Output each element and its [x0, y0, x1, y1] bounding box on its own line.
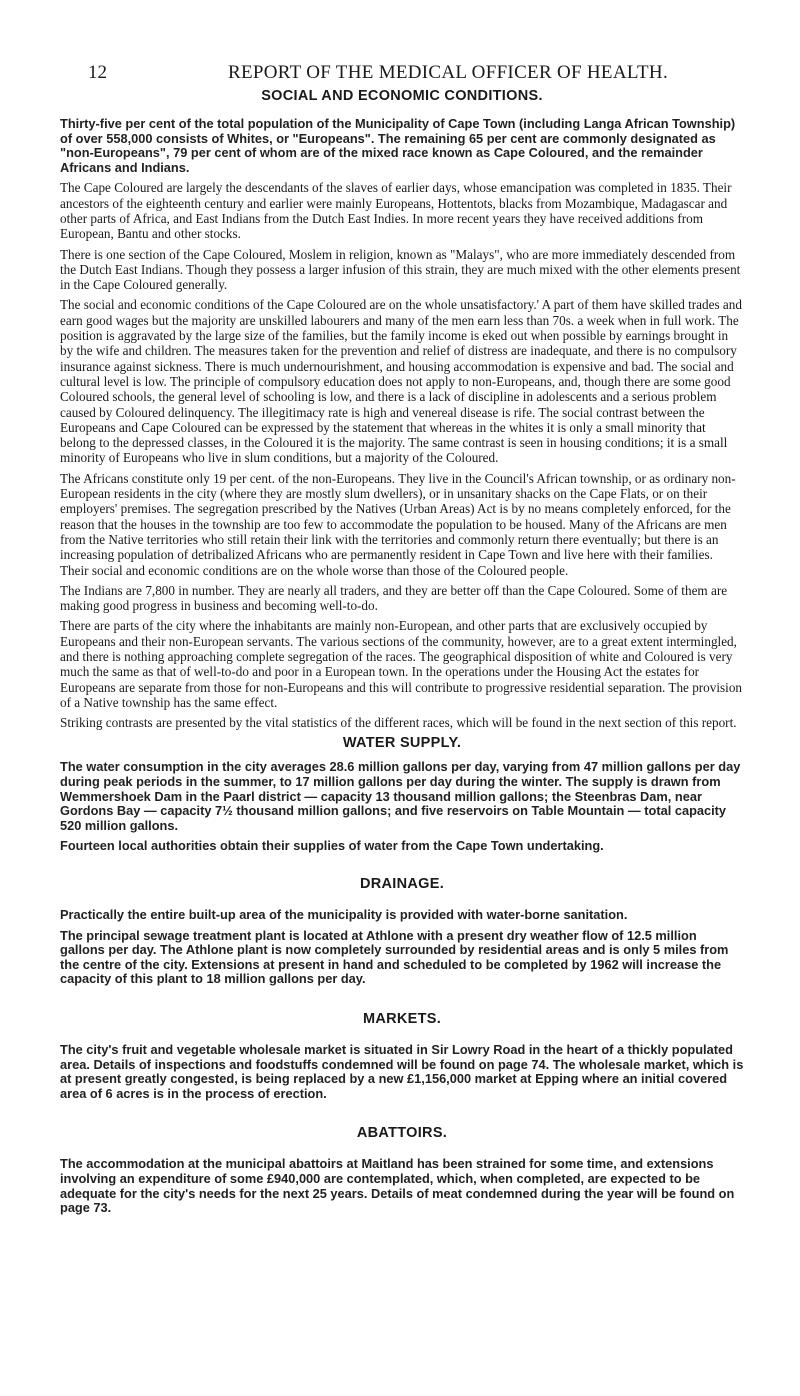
paragraph-residential-segregation: There are parts of the city where the inhabitants are mainly non-European, and other parts that are exclusively occupied by Europeans and their non-European servants. The various sections of the community, however, are to a great extent intermingled, and there is nothing approaching complete segregation of the races. The geographical disposition of white and Coloured is very much the same as that of well-to-do and poor in a European town. In the operations under the Housing Act the estates for Europeans are separate from those for non-Europeans and this will contribute to progressive residential separation. The provision of a Native township has the same effect. [60, 618, 743, 710]
section-heading-water: WATER SUPPLY. [342, 735, 462, 752]
paragraph-sewage-plant: The principal sewage treatment plant is located at Athlone with a present dry weather flow of 12.5 million gallons per day. The Athlone plant is now completely surrounded by residential areas and is only 5 miles from the centre of the city. Extensions at present in hand and scheduled to be completed by 1962 will increase the capacity of this plant to 18 million gallons per day. [60, 927, 729, 987]
paragraph-malays: There is one section of the Cape Coloured, Moslem in religion, known as "Malays", who are more immediately descended from the Dutch East Indians. Though they possess a larger infusion of this strain, they are much mixed with the other elements present in the Cape Coloured generally. [60, 246, 741, 293]
page-number: 12 [88, 62, 107, 83]
page-body [60, 88, 744, 1222]
running-header [88, 62, 738, 86]
report-title: REPORT OF THE MEDICAL OFFICER OF HEALTH. [228, 62, 668, 83]
section-heading-markets: MARKETS. [362, 1011, 442, 1027]
paragraph-cape-coloured-origins: The Cape Coloured are largely the descendants of the slaves of earlier days, whose emancipation was completed in 1835. Their ancestors of the eighteenth century and earlier were mainly Europeans, Hottentots, blacks from Mozambique, Madagascar and other parts of Africa, and East Indians from the Dutch East Indies. In more recent years they have received additions from European, Bantu and other stocks. [60, 180, 732, 242]
section-heading-social: SOCIAL AND ECONOMIC CONDITIONS. [261, 88, 543, 104]
paragraph-local-authorities: Fourteen local authorities obtain their supplies of water from the Cape Town undertaking. [60, 838, 604, 854]
section-water-supply [60, 735, 744, 854]
paragraph-sanitation: Practically the entire built-up area of the municipality is provided with water-borne sanitation. [60, 907, 628, 923]
paragraph-wholesale-market: The city's fruit and vegetable wholesale market is situated in Sir Lowry Road in the heart of a thickly populated area. Details of inspections and foodstuffs condemned will be found on page 74. The wholesale market, which is at present greatly congested, is being replaced by a new £1,156,000 market at Epping where an initial covered area of 6 acres is in the process of erection. [60, 1042, 744, 1101]
paragraph-vital-statistics: Striking contrasts are presented by the vital statistics of the different races, which will be found in the next section of this report. [60, 715, 737, 731]
paragraph-social-conditions: The social and economic conditions of the Cape Coloured are on the whole unsatisfactory.' A part of them have skilled trades and earn good wages but the majority are unskilled labourers and many of the men earn less than 70s. a week when in full work. The position is aggravated by the large size of the families, but the family income is eked out when possible by earnings brought in by the wife and children. The measures taken for the prevention and relief of distress are inadequate, and there is no compulsory insurance against sickness. There is much undernourishment, and housing accommodation is expensive and bad. The social and cultural level is low. The principle of compulsory education does not apply to non-Europeans, and, though there are some good Coloured schools, the general level of schooling is low, and there is a lack of discipline in adolescents and a serious problem caused by Coloured delinquency. The illegitimacy rate is high and venereal disease is rife. The social contrast between the Europeans and Cape Coloured can be expressed by the statement that whereas in the whites it is only a small minority that belong to the depressed classes, in the Coloured it is the majority. The same contrast is seen in housing conditions; it is a small minority of Europeans who live in slum conditions, but a majority of the Coloured. [60, 297, 742, 466]
section-heading-drainage: DRAINAGE. [359, 876, 445, 893]
section-heading-abattoirs: ABATTOIRS. [356, 1125, 448, 1142]
paragraph-africans: The Africans constitute only 19 per cent. of the non-Europeans. They live in the Council's African township, or as ordinary non-European residents in the city (where they are mostly slum dwellers), or in unsanitary shacks on the Cape Flats, or on their employers' premises. The segregation prescribed by the Natives (Urban Areas) Act is by no means completely enforced, for the reason that the houses in the township are too few to accommodate the population to be housed. Many of the Africans are men from the Native territories who still retain their link with the territories and commonly return there eventually; but there is an increasing population of detribalized Africans who are permanently resident in Cape Town and live here with their families. Their social and economic conditions are on the whole worse than those of the Coloured people. [60, 470, 736, 578]
paragraph-water-consumption: The water consumption in the city averages 28.6 million gallons per day, varying from 47 million gallons per day during peak periods in the summer, to 17 million gallons per day during the winter. The supply is drawn from Wemmershoek Dam in the Paarl district — capacity 13 thousand million gallons; the Steenbras Dam, near Gordons Bay — capacity 7½ thousand million gallons; and five reservoirs on Table Mountain — total capacity 520 million gallons. [60, 759, 741, 833]
paragraph-population: Thirty-five per cent of the total population of the Municipality of Cape Town (including Langa African Township) of over 558,000 consists of Whites, or "Europeans". The remaining 65 per cent are commonly designated as "non-Europeans", 79 per cent of whom are of the mixed race known as Cape Coloured, and the remainder Africans and Indians. [60, 116, 736, 175]
section-abattoirs [60, 1125, 744, 1215]
section-drainage [60, 876, 744, 987]
section-markets [60, 1011, 744, 1101]
paragraph-indians: The Indians are 7,800 in number. They are nearly all traders, and they are better off than the Cape Coloured. Some of them are making good progress in business and becoming well-to-do. [60, 582, 728, 614]
section-social-economic [60, 88, 744, 730]
paragraph-abattoir-extensions: The accommodation at the municipal abattoirs at Maitland has been strained for some time, and extensions involving an expenditure of some £940,000 are contemplated, which, when completed, are expected to be adequate for the city's needs for the next 25 years. Details of meat condemned during the year will be found on page 73. [60, 1156, 735, 1216]
